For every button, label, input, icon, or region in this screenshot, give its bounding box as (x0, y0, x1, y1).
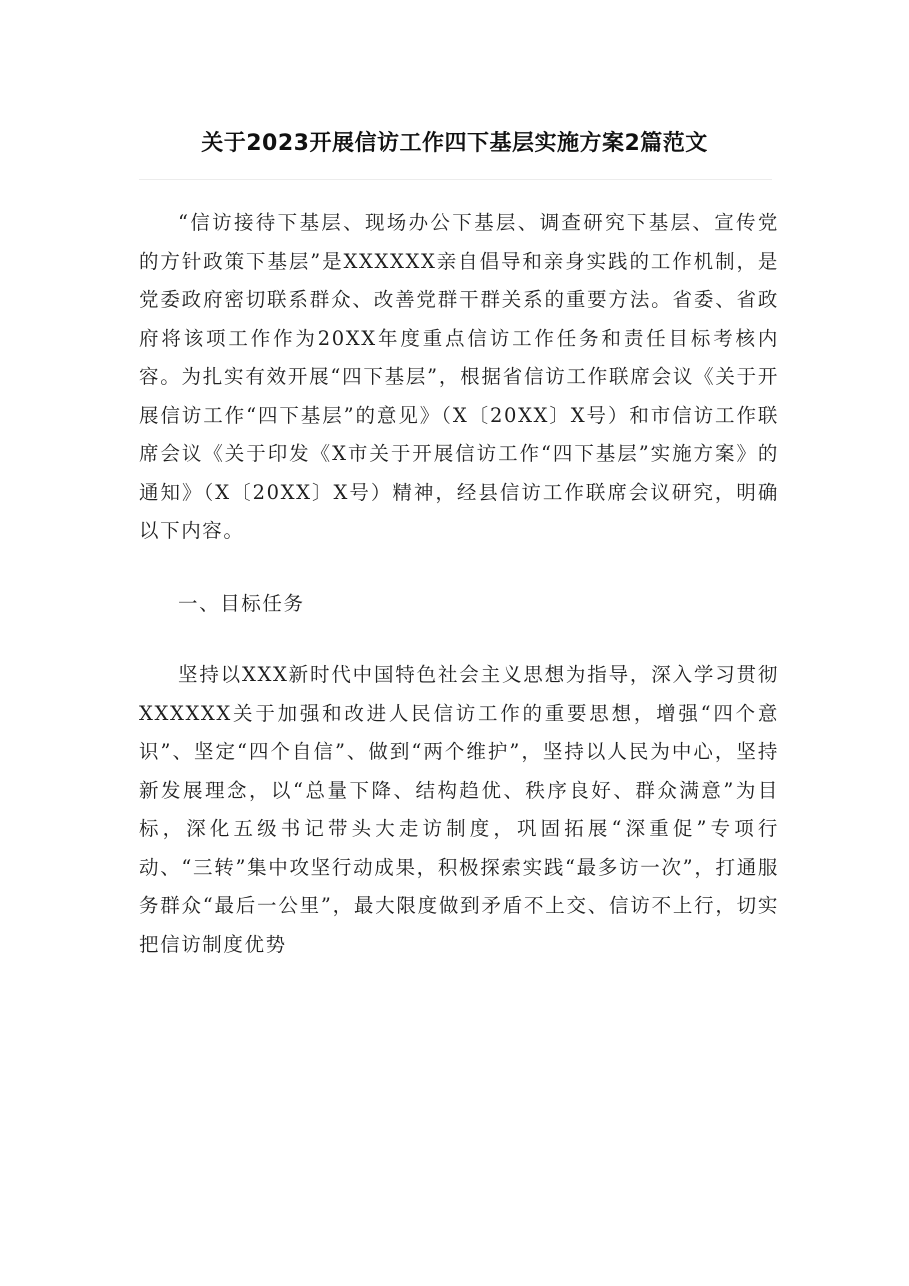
goals-paragraph: 坚持以XXX新时代中国特色社会主义思想为指导，深入学习贯彻XXXXXX关于加强和改进人民信访工作的重要思想，增强“四个意识”、坚定“四个自信”、做到“两个维护”，坚持以人民为中心，坚持新发展理念，以“总量下降、结构趋优、秩序良好、群众满意”为目标，深化五级书记带头大走访制度，巩固拓展“深重促”专项行动、“三转”集中攻坚行动成果，积极探索实践“最多访一次”，打通服务群众“最后一公里”，最大限度做到矛盾不上交、信访不上行，切实把信访制度优势 (139, 663, 779, 956)
section-heading-goals: 一、目标任务 (178, 591, 305, 615)
title-divider (139, 179, 772, 180)
document-title: 关于2023开展信访工作四下基层实施方案2篇范文 (201, 131, 708, 156)
intro-paragraph: “信访接待下基层、现场办公下基层、调查研究下基层、宣传党的方针政策下基层”是XXXXXX亲自倡导和亲身实践的工作机制，是党委政府密切联系群众、改善党群干群关系的重要方法。省委、省政府将该项工作作为20XX年度重点信访工作任务和责任目标考核内容。为扎实有效开展“四下基层”，根据省信访工作联席会议《关于开展信访工作“四下基层”的意见》（X〔20XX〕X号）和市信访工作联席会议《关于印发《X市关于开展信访工作“四下基层”实施方案》的通知》（X〔20XX〕X号）精神，经县信访工作联席会议研究，明确以下内容。 (139, 211, 779, 542)
document-body (139, 204, 779, 998)
